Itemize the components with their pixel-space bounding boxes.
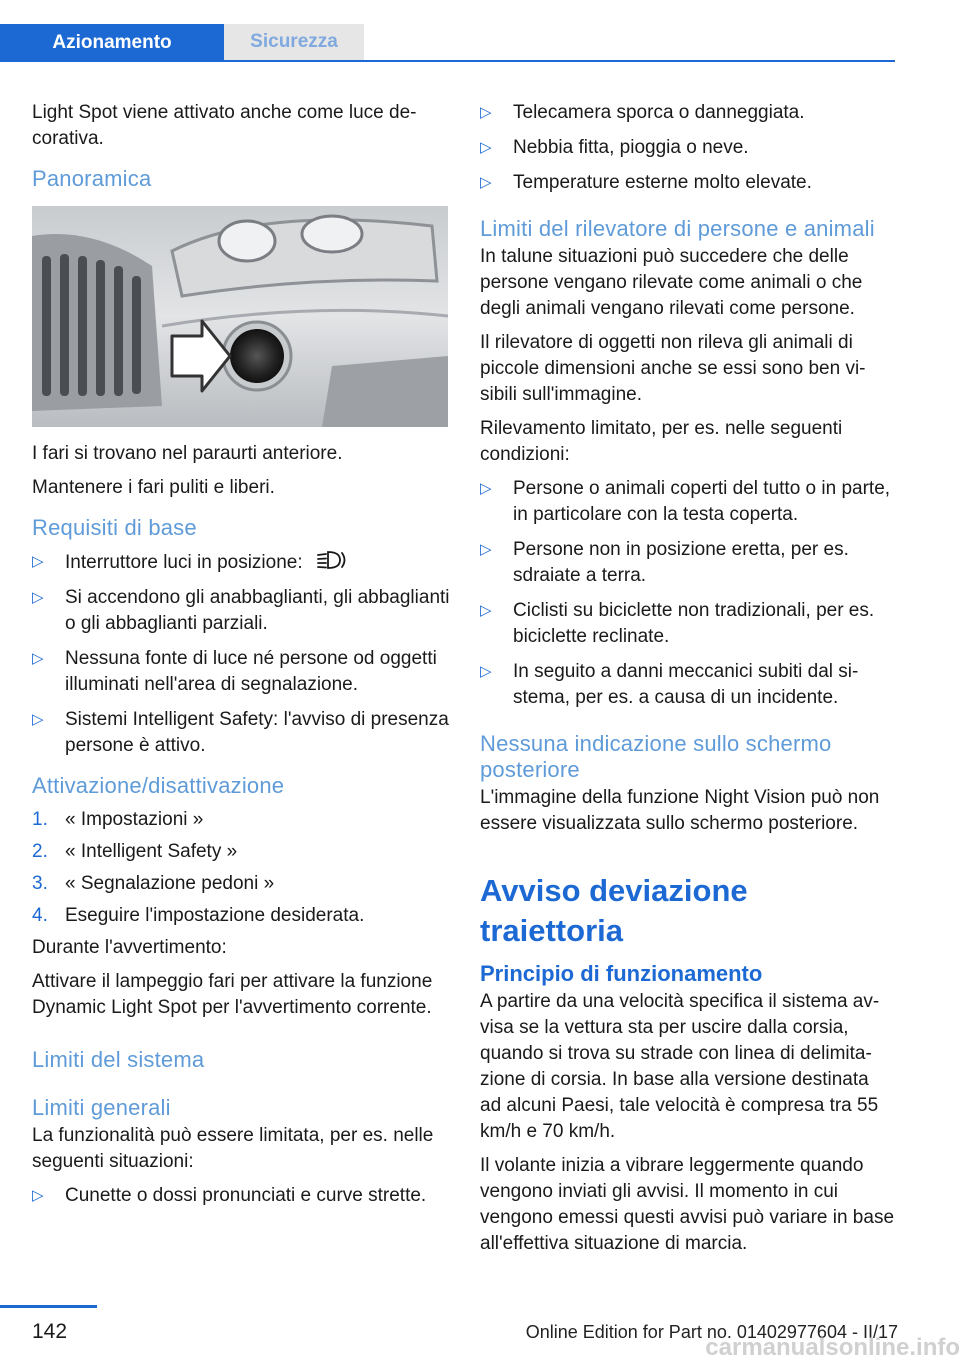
- tab-azionamento[interactable]: Azionamento: [0, 24, 224, 62]
- steps-list: [32, 807, 450, 929]
- heading-limiti-generali: Limiti generali: [32, 1095, 171, 1120]
- triangle-bullet-icon: ▷: [480, 174, 492, 191]
- triangle-bullet-icon: ▷: [32, 589, 44, 606]
- detector-list: [480, 476, 895, 711]
- triangle-bullet-icon: ▷: [32, 650, 44, 667]
- triangle-bullet-icon: ▷: [480, 480, 492, 497]
- requirements-list: [32, 549, 450, 759]
- watermark-text: carmanualsonline.info: [705, 1334, 960, 1361]
- list-item: ▷ In seguito a danni meccanici subiti dal sistema, per es. a causa di un incidente.: [480, 661, 859, 708]
- list-item: ▷ Nebbia fitta, pioggia o neve.: [480, 135, 895, 161]
- step-item: 4. Eseguire l'impostazione desiderata.: [32, 905, 365, 926]
- intro-text: Light Spot viene attivato anche come luce decorativa.: [32, 102, 417, 149]
- list-item: ▷ Si accendono gli anabbaglianti, gli abbaglianti o gli abbaglianti parziali.: [32, 587, 450, 634]
- light-switch-icon: [314, 549, 350, 571]
- step-item: 3. « Segnalazione pedoni »: [32, 873, 275, 894]
- headlight-photo: [32, 206, 448, 427]
- heading-attivazione: Attivazione/disattivazione: [32, 773, 285, 798]
- no-display-text: L'immagine della funzione Night Vision può non essere visualizzata sullo schermo posteriore.: [480, 787, 880, 834]
- step-item: 2. « Intelligent Safety »: [32, 841, 238, 862]
- heading-avviso-deviazione: Avviso deviazione traiettoria: [480, 873, 748, 948]
- edition-text: Online Edition for Part no. 01402977604 - II/17: [525, 1322, 898, 1342]
- heading-nessuna-indicazione: Nessuna indicazione sullo schermo posteriore: [480, 731, 832, 782]
- footer-rule: [0, 1305, 97, 1308]
- triangle-bullet-icon: ▷: [32, 553, 44, 570]
- photo-caption-2: Mantenere i fari puliti e liberi.: [32, 477, 275, 498]
- list-item: ▷ Nessuna fonte di luce né persone od oggetti illuminati nell'area di segnalazione.: [32, 648, 437, 695]
- header-tabs: [0, 24, 895, 62]
- right-column: [480, 100, 895, 1265]
- detector-text-3: Rilevamento limitato, per es. nelle seguenti condizioni:: [480, 418, 843, 465]
- list-item: ▷ Persone non in posizione eretta, per es. sdraiate a terra.: [480, 539, 849, 586]
- step-item: 1. « Impostazioni »: [32, 809, 204, 830]
- heading-requisiti: Requisiti di base: [32, 515, 197, 540]
- header-rule: [0, 60, 895, 62]
- page-number: 142: [32, 1320, 68, 1343]
- triangle-bullet-icon: ▷: [32, 711, 44, 728]
- list-item: ▷ Telecamera sporca o danneggiata.: [480, 100, 895, 126]
- photo-caption-1: I fari si trovano nel paraurti anteriore.: [32, 443, 343, 464]
- during-warning-text: Durante l'avvertimento:: [32, 937, 227, 958]
- left-column: [32, 100, 450, 1218]
- list-item: ▷ Ciclisti su biciclette non tradizionali, per es. biciclette reclinate.: [480, 600, 875, 647]
- detector-text-1: In talune situazioni può succedere che delle persone vengano rilevate come animali o che degli animali vengano rilevati come persone.: [480, 246, 863, 319]
- list-item: ▷ Cunette o dossi pronunciati e curve strette.: [32, 1183, 450, 1209]
- list-item: ▷ Temperature esterne molto elevate.: [480, 170, 895, 196]
- general-limits-text: La funzionalità può essere limitata, per es. nelle seguenti situazioni:: [32, 1125, 434, 1172]
- heading-panoramica: Panoramica: [32, 166, 152, 191]
- tab-sicurezza[interactable]: Sicurezza: [224, 24, 364, 60]
- heading-limiti-rilevatore: Limiti del rilevatore di persone e animali: [480, 216, 875, 241]
- principle-text-1: A partire da una velocità specifica il sistema avvisa se la vettura sta per uscire dalla corsia, quando si trova su strade con linea di delimitazione di corsia. In base alla versione destinata ad alcuni Paesi, tale velocità è compresa tra 55 km/h e 70 km/h.: [480, 991, 880, 1142]
- list-item: ▷ Persone o animali coperti del tutto o in parte, in particolare con la testa coperta.: [480, 478, 891, 525]
- triangle-bullet-icon: ▷: [480, 104, 492, 121]
- general-limits-list: [32, 1183, 450, 1209]
- list-item: ▷ Interruttore luci in posizione:: [32, 549, 450, 576]
- heading-principio: Principio di funzionamento: [480, 961, 763, 986]
- list-item: ▷ Sistemi Intelligent Safety: l'avviso di presenza persone è attivo.: [32, 709, 449, 756]
- activate-text: Attivare il lampeggio fari per attivare la funzione Dynamic Light Spot per l'avvertimento corrente.: [32, 971, 433, 1018]
- triangle-bullet-icon: ▷: [480, 602, 492, 619]
- triangle-bullet-icon: ▷: [32, 1187, 44, 1204]
- triangle-bullet-icon: ▷: [480, 663, 492, 680]
- triangle-bullet-icon: ▷: [480, 139, 492, 156]
- conditions-list: [480, 100, 895, 196]
- triangle-bullet-icon: ▷: [480, 541, 492, 558]
- detector-text-2: Il rilevatore di oggetti non rileva gli animali di piccole dimensioni anche se essi sono ben visibili sull'immagine.: [480, 332, 866, 405]
- principle-text-2: Il volante inizia a vibrare leggermente quando vengono inviati gli avvisi. Il momento in cui vengono emessi questi avvisi può variare in base all'effettiva situazione di marcia.: [480, 1155, 895, 1254]
- heading-limiti-sistema: Limiti del sistema: [32, 1047, 205, 1072]
